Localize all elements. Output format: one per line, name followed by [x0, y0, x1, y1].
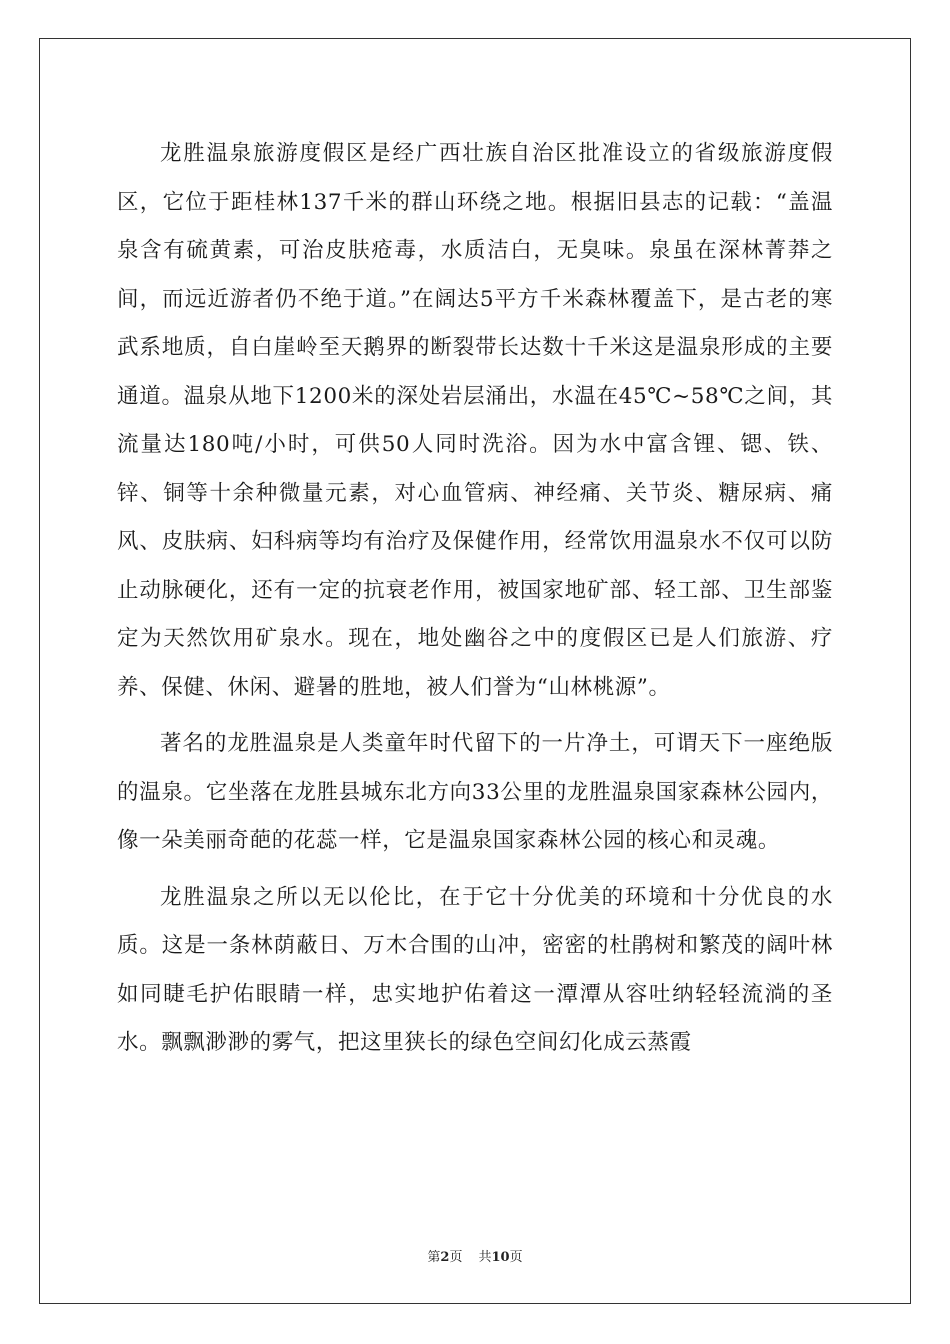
footer-page-number: 2: [440, 1250, 450, 1265]
footer-total-suffix: 页: [509, 1250, 523, 1265]
footer-total-prefix: 共: [478, 1250, 492, 1265]
paragraph-1: 龙胜温泉旅游度假区是经广西壮族自治区批准设立的省级旅游度假区，它位于距桂林137千米的群山环绕之地。根据旧县志的记载：“盖温泉含有硫黄素，可治皮肤疮毒，水质洁白，无臭味。泉虽在深林菁莽之间，而远近游者仍不绝于道。”在阔达5平方千米森林覆盖下，是古老的寒武系地质，自白崖岭至天鹅界的断裂带长达数十千米这是温泉形成的主要通道。温泉从地下1200米的深处岩层涌出，水温在45℃~58℃之间，其流量达180吨/小时，可供50人同时洗浴。因为水中富含锂、锶、铁、锌、铜等十余种微量元素，对心血管病、神经痛、关节炎、糖尿病、痛风、皮肤病、妇科病等均有治疗及保健作用，经常饮用温泉水不仅可以防止动脉硬化，还有一定的抗衰老作用，被国家地矿部、轻工部、卫生部鉴定为天然饮用矿泉水。现在，地处幽谷之中的度假区已是人们旅游、疗养、保健、休闲、避暑的胜地，被人们誉为“山林桃源”。: [117, 141, 833, 700]
footer-prefix: 第: [427, 1250, 441, 1265]
paragraph-3: 龙胜温泉之所以无以伦比，在于它十分优美的环境和十分优良的水质。这是一条林荫蔽日、万木合围的山冲，密密的杜鹃树和繁茂的阔叶林如同睫毛护佑眼睛一样，忠实地护佑着这一潭潭从容吐纳轻轻流淌的圣水。飘飘渺渺的雾气，把这里狭长的绿色空间幻化成云蒸霞: [117, 884, 833, 1055]
page-footer: [0, 1246, 950, 1265]
document-body: [117, 130, 833, 1076]
paragraph-2: 著名的龙胜温泉是人类童年时代留下的一片净土，可谓天下一座绝版的温泉。它坐落在龙胜县城东北方向33公里的龙胜温泉国家森林公园内，像一朵美丽奇葩的花蕊一样，它是温泉国家森林公园的核心和灵魂。: [117, 731, 833, 853]
footer-total-pages: 10: [491, 1250, 510, 1265]
footer-page-suffix: 页: [449, 1250, 463, 1265]
